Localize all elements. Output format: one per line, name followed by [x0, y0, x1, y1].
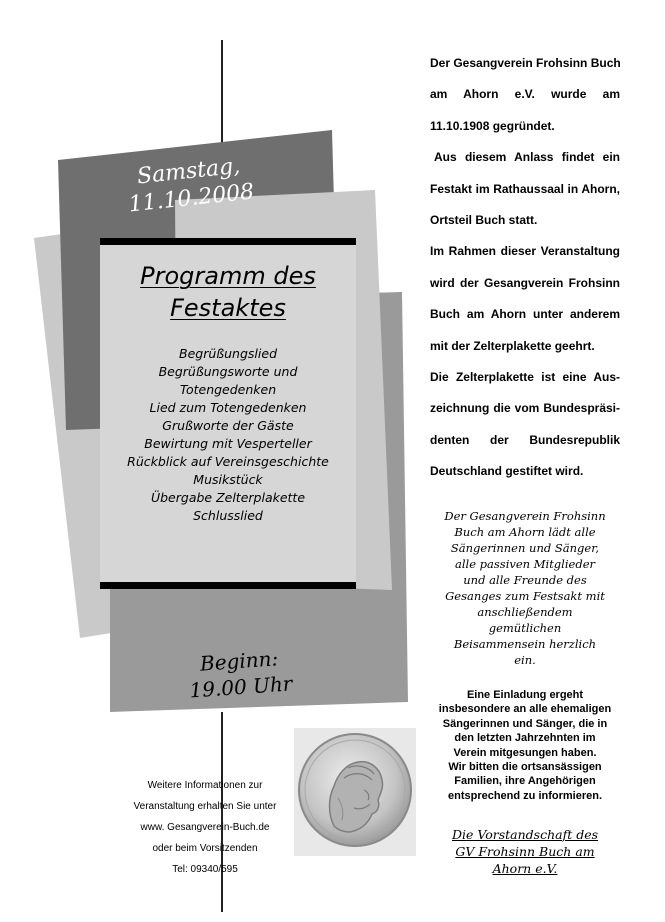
list-item: Schlusslied [193, 508, 263, 523]
program-list [100, 345, 356, 525]
signature: Die Vorstandschaft des GV Frohsinn Buch am Ahorn e.V. [451, 827, 599, 876]
date-day: 11.10.2008 [127, 179, 256, 218]
text-line: Im Rahmen dieser Veranstaltung [430, 244, 620, 259]
list-item: Bewirtung mit Vesperteller [144, 436, 312, 451]
phone-number: Tel: 09340/595 [172, 864, 238, 875]
program-bottom-bar [100, 582, 356, 589]
list-item: Begrüßungsworte und [158, 364, 298, 379]
text-line: Aus diesem Anlass findet ein [434, 150, 620, 165]
text-line: denten der Bundesrepublik [430, 432, 620, 447]
begin-time: Beginn: 19.00 Uhr [188, 646, 294, 703]
text-line: wird der Gesangverein Frohsinn [430, 275, 620, 290]
date-weekday: Samstag, [135, 153, 242, 190]
list-item: Lied zum Totengedenken [149, 400, 307, 415]
text-line: mit der Zelterplakette geehrt. [430, 338, 595, 353]
contact-info: Weitere Informationen zur Veranstaltung erhalten Sie unter www. Gesangverein-Buch.de oder beim Vorsitzenden Tel: 09340/595 [108, 775, 302, 880]
medal-icon [294, 728, 416, 856]
text-line: Die Zelterplakette ist eine Aus- [430, 369, 620, 384]
list-item: Grußworte der Gäste [162, 418, 294, 433]
text-line: Festakt im Rathaussaal in Ahorn, [430, 181, 620, 196]
list-item: Übergabe Zelterplakette [150, 490, 306, 505]
former-members-note: Eine Einladung ergeht insbesondere an alle ehemaligen Sängerinnen und Sänger, die in den letzten Jahrzehnten im Verein mitgesungen haben. Wir bitten die ortsansässigen Familien, ihre Angehörigen entsprechend zu informieren. [438, 689, 612, 802]
list-item: Begrüßungslied [179, 346, 277, 361]
program-title: Programm des Festaktes [140, 262, 316, 322]
program-top-bar [100, 238, 356, 245]
text-line: Buch am Ahorn unter anderem [430, 307, 620, 322]
list-item: Musikstück [193, 472, 263, 487]
list-item: Totengedenken [179, 382, 277, 397]
invitation-text: Der Gesangverein Frohsinn Buch am Ahorn lädt alle Sängerinnen und Sänger, alle passiven Mitglieder und alle Freunde des Gesanges zum Festsakt mit anschließendem gemütlichen Beisammensein herzlich ein. [444, 509, 606, 667]
website-link[interactable]: www. Gesangverein-Buch.de [140, 822, 270, 833]
text-line: zeichnung die vom Bundespräsi- [430, 401, 620, 416]
text-line: Ortsteil Buch statt. [430, 212, 538, 227]
text-line: Deutschland gestiftet wird. [430, 464, 584, 479]
list-item: Rückblick auf Vereinsgeschichte [127, 454, 329, 469]
text-line: 11.10.1908 gegründet. [430, 118, 555, 133]
text-line: am Ahorn e.V. wurde am [430, 87, 620, 102]
text-line: Der Gesangverein Frohsinn Buch [430, 56, 621, 70]
about-paragraph [430, 48, 620, 487]
